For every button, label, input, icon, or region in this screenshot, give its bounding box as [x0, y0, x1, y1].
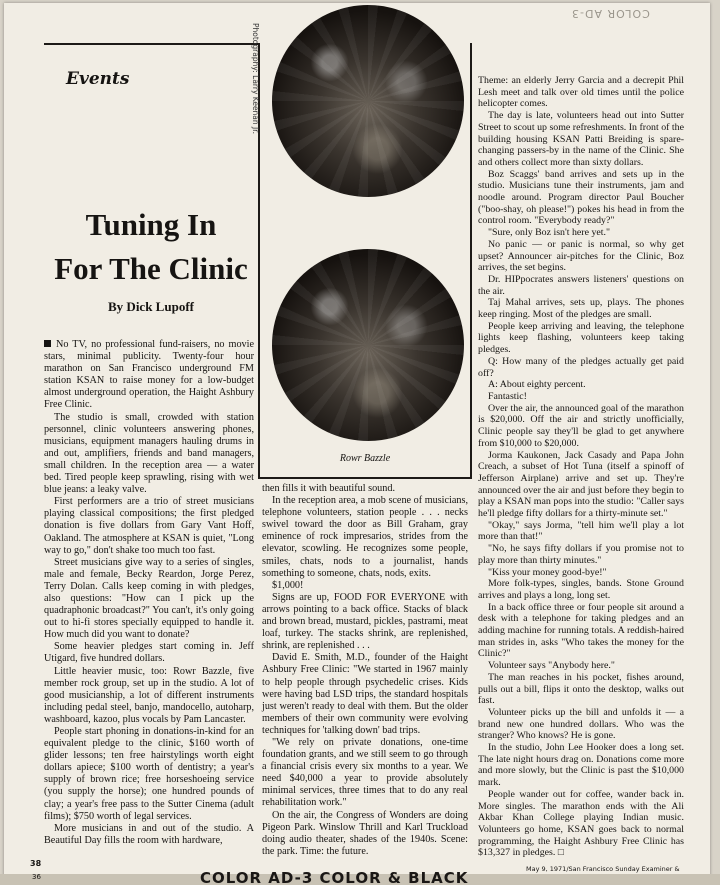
photo-caption: Rowr Bazzle — [339, 453, 391, 464]
section-label: Events — [66, 69, 130, 89]
page-number: 38 — [30, 859, 42, 868]
paragraph: No TV, no professional fund-raisers, no movie stars, minimal publicity. Twenty-four hour marathon on San Francisco underground FM station KSAN to raise money for a low-budget almost underground operation, the Haight Ashbury Free Clinic. — [44, 339, 254, 411]
paragraph: Theme: an elderly Jerry Garcia and a decrepit Phil Lesh meet and talk over old times until the police helicopter comes. — [478, 75, 684, 110]
paragraph: "Okay," says Jorma, "tell him we'll play a lot more than that!" — [478, 519, 684, 543]
paragraph: More folk-types, singles, bands. Stone Ground arrives and plays a long, long set. — [478, 578, 684, 601]
paragraph: The man reaches in his pocket, fishes around, pulls out a bill, flips it onto the desktop, walks out fast. — [478, 671, 684, 707]
paragraph: "Kiss your money good-bye!" — [488, 566, 607, 578]
headline-line-1: Tuning In — [85, 207, 217, 242]
paragraph: $1,000! — [272, 579, 304, 591]
paragraph: In the reception area, a mob scene of musicians, telephone volunteers, station people . . . necks swivel toward the door as Bill Graham, gray eminence of rock impresarios, strides from the elevator, scowling. He recognizes some people, smiles, chats, nods to a journalist, hands something to someone, chats, nods, exits. — [262, 495, 468, 579]
paragraph: Jorma Kaukonen, Jack Casady and Papa John Creach, a subset of Hot Tuna (itself a spinoff of Jefferson Airplane) arrive and set up. They're announced over the air and just before they begin to play a KSAN man pops into the studio: "Caller says he'll pledge fifty dollars for a thirty-minute set." — [478, 449, 684, 520]
paragraph: People start phoning in donations-in-kind for an equivalent pledge to the clinic, $160 worth of glider lessons; ten free hairstylings worth eight dollars apiece; $100 worth of dentistry; a year's supply of brown rice; free horseshoeing service (you supply the horse); one hundred pounds of clay; a year's free pass to the Sutter Cinema (adult films); $750 worth of legal services. — [44, 726, 254, 822]
paragraph: "Sure, only Boz isn't here yet." — [488, 227, 611, 239]
paragraph: Some heavier pledges start coming in. Jeff Utigard, five hundred dollars. — [44, 641, 254, 665]
paragraph: David E. Smith, M.D., founder of the Haight Ashbury Free Clinic: "We started in 1967 mainly to help people through psychedelic crises. Kids were having bad LSD trips, the standard hospitals just weren't ready to deal with them. But the older members of their own community were evolving techniques for 'talking down' bad trips. — [262, 652, 468, 736]
photo-credit: Photography: Larry Keenan Jr. — [251, 23, 260, 135]
edge-print-mark: COLOR AD-3 — [571, 7, 650, 20]
paragraph: Boz Scaggs' band arrives and sets up in the studio. Musicians tune their instruments, jam and noodle around. Program director Paul Boucher ("boo-shay, oh please!") pokes his head in from the control room. "Everybody ready?" — [478, 168, 684, 227]
square-bullet-icon — [44, 340, 51, 347]
paragraph: In the studio, John Lee Hooker does a long set. The late night hours drag on. Donations come more and more slowly, but the Clinic is past the $10,000 mark. — [478, 742, 684, 789]
byline: By Dick Lupoff — [108, 299, 194, 314]
column-1 — [44, 339, 254, 847]
paragraph: Signs are up, FOOD FOR EVERYONE with arrows pointing to a back office. Stacks of black and brown bread, mustard, pickles, pastrami, meat loaf, turkey. The stacks shrink, are replenished, shrink, are replenished . . . — [262, 591, 468, 652]
photo-studio-top — [272, 5, 464, 197]
paragraph: First performers are a trio of street musicians playing classical compositions; the first pledged donation is five dollars from Gary Vant Hoff, Oakland. The atmosphere at KSAN is quiet, "Long way to go," don't shake too much too fast. — [44, 496, 254, 556]
paragraph: The studio is small, crowded with station personnel, clinic volunteers answering phones, musicians, equipment managers hauling drums in and out, amplifiers, friends and band managers, small children. In the reception area — a water bed. Tired people keep sprawling, rising with wet blue jeans: a leaky valve. — [44, 411, 254, 496]
paragraph: then fills it with beautiful sound. — [262, 483, 395, 494]
paragraph: "No, he says fifty dollars if you promise not to play more than thirty minutes." — [478, 543, 684, 566]
paragraph: Q: How many of the pledges actually get paid off? — [478, 355, 684, 379]
paragraph: In a back office three or four people sit around a desk with a telephone for taking pledges and an adding machine for running totals. A reddish-haired man strides in, asks "Who takes the money for the Clinic?" — [478, 601, 684, 660]
paragraph: A: About eighty percent. — [488, 379, 586, 391]
top-rule — [44, 43, 258, 45]
right-column-rule — [470, 43, 472, 478]
newspaper-page — [4, 3, 710, 879]
paragraph: Volunteer says "Anybody here." — [488, 660, 615, 672]
page-number-secondary: 36 — [32, 873, 41, 881]
paragraph: "We rely on private donations, one-time foundation grants, and we still seem to go through a financial crisis every six months to a year. We need $40,000 a year to provide absolutely minimal services, three times that to do any real rehabilitation work." — [262, 736, 468, 809]
paragraph: Fantastic! — [488, 390, 527, 402]
paragraph: More musicians in and out of the studio. A Beautiful Day fills the room with hardware, — [44, 822, 254, 846]
issue-date-line: May 9, 1971/San Francisco Sunday Examiner & — [526, 865, 680, 873]
column-2 — [262, 483, 468, 858]
column-3 — [478, 75, 684, 859]
paragraph: Volunteer picks up the bill and unfolds it — a brand new one hundred dollars. Who was the stranger? Who knows? He is gone. — [478, 706, 684, 742]
headline-line-2: For The Clinic — [54, 251, 248, 286]
headline — [44, 203, 258, 291]
paragraph: Taj Mahal arrives, sets up, plays. The phones keep ringing. Most of the pledges are small. — [478, 297, 684, 321]
paragraph: People wander out for coffee, wander back in. More singles. The marathon ends with the Ali Akbar Khan College playing Indian music. Volunteers go home, KSAN goes back to normal programming, the Haight Ashbury Free Clinic has $13,327 in pledges. □ — [478, 788, 684, 859]
photo-bottom-rule — [258, 477, 472, 479]
paragraph: Over the air, the announced goal of the marathon is $20,000. Off the air and strictly unofficially, Clinic people say they'll be glad to get anywhere from $10,000 to $20,000. — [478, 402, 684, 449]
paragraph: Street musicians give way to a series of singles, male and female, Becky Reardon, Jorge Perez, Terry Dolan. Calls keep coming in with pledges, also questions: "How can I pick up the quadraphonic broadcast?" You can't, it's only going out to hi-fi stores specially equipped to handle it. How much did you want to donate? — [44, 556, 254, 641]
bottom-band-text: COLOR AD-3 COLOR & BLACK — [200, 869, 469, 885]
paragraph: The day is late, volunteers head out into Sutter Street to scout up some refreshments. In front of the building housing KSAN Patti Breiding is spare-changing passers-by in the name of the Clinic. She and others collect more than sixty dollars. — [478, 110, 684, 168]
paragraph: People keep arriving and leaving, the telephone lights keep flashing, volunteers keep taking pledges. — [478, 320, 684, 356]
paragraph: On the air, the Congress of Wonders are doing Pigeon Park. Winslow Thrill and Karl Truckload doing audio theater, shades of the 1940s. Scene: the park. Time: the future. — [262, 809, 468, 857]
paragraph: Little heavier music, too: Rowr Bazzle, five member rock group, set up in the studio. A lot of good musicianship, a lot of different instruments including pedal steel, banjo, mandocello, autoharp, washboard, kazoo, plus vocals by Pam Lancaster. — [44, 665, 254, 725]
paragraph: No panic — or panic is normal, so why get upset? Announcer air-pitches for the Clinic, Boz arrives, the set begins. — [478, 238, 684, 274]
photo-studio-bottom — [272, 249, 464, 441]
paragraph: Dr. HIPpocrates answers listeners' questions on the air. — [478, 273, 684, 297]
